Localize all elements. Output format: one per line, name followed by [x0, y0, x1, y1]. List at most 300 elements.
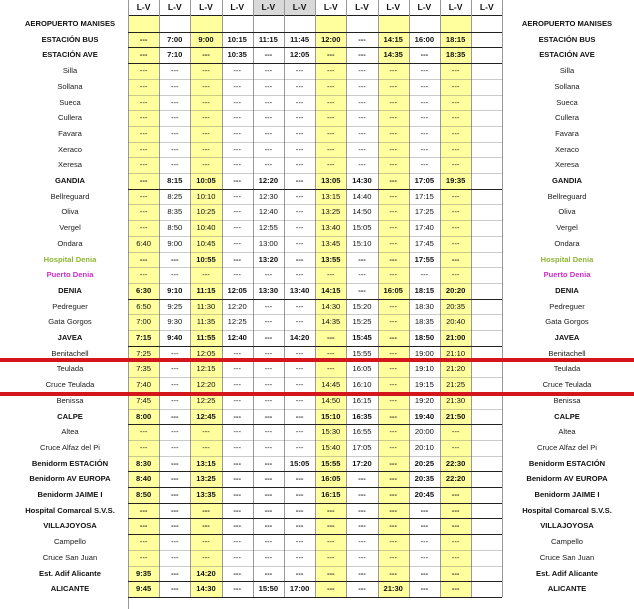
- time-cell: ---: [233, 505, 241, 515]
- time-cell: ---: [451, 160, 460, 170]
- time-cell: ---: [264, 537, 273, 547]
- time-cell: ---: [389, 97, 397, 107]
- time-cell: 15:20: [352, 301, 372, 311]
- time-cell: 14:40: [352, 191, 372, 201]
- station-name: Teulada: [553, 364, 581, 374]
- time-cell: ---: [451, 427, 460, 437]
- time-cell: ---: [264, 66, 273, 76]
- time-cell: ---: [233, 380, 241, 390]
- time-cell: 21:50: [445, 411, 466, 421]
- station-name: Gata Gorgos: [545, 317, 589, 327]
- row-rule: [128, 189, 502, 190]
- row-rule: [128, 299, 502, 300]
- station-name: Pedreguer: [549, 301, 585, 311]
- time-cell: ---: [264, 364, 273, 374]
- time-cell: ---: [451, 521, 460, 531]
- time-cell: ---: [326, 552, 335, 562]
- time-cell: 21:30: [383, 584, 403, 594]
- station-name: Benidorm ESTACIÓN: [31, 458, 109, 468]
- time-cell: ---: [264, 380, 273, 390]
- time-cell: ---: [295, 144, 304, 154]
- column-header: L-V: [284, 0, 315, 15]
- time-cell: ---: [295, 97, 304, 107]
- time-cell: ---: [295, 191, 304, 201]
- time-cell: ---: [326, 50, 335, 60]
- time-cell: ---: [295, 81, 304, 91]
- time-cell: 12:20: [258, 176, 279, 185]
- time-cell: ---: [170, 144, 179, 154]
- time-cell: ---: [233, 411, 241, 421]
- time-cell: ---: [358, 34, 366, 44]
- column-header: L-V: [355, 2, 369, 12]
- time-cell: ---: [170, 395, 179, 405]
- station-name: Puerto Denia: [46, 270, 94, 280]
- time-cell: ---: [139, 128, 148, 138]
- column-header: L-V: [253, 0, 284, 15]
- time-cell: ---: [389, 380, 397, 390]
- time-cell: 7:25: [136, 348, 151, 358]
- time-cell: ---: [233, 223, 241, 233]
- time-cell: 16:15: [352, 395, 372, 405]
- time-cell: 10:35: [227, 50, 247, 60]
- time-cell: ---: [295, 160, 304, 170]
- time-cell: ---: [139, 160, 148, 170]
- station-name: Benitachell: [548, 348, 586, 358]
- time-cell: ---: [139, 97, 148, 107]
- time-cell: ---: [389, 207, 397, 217]
- time-cell: ---: [451, 584, 460, 594]
- time-cell: ---: [358, 285, 366, 295]
- time-cell: ---: [233, 238, 241, 248]
- time-cell: 15:40: [321, 442, 341, 452]
- time-cell: ---: [358, 474, 366, 484]
- station-name: Hospital Comarcal S.V.S.: [25, 505, 115, 515]
- time-cell: ---: [233, 191, 241, 201]
- time-cell: ---: [233, 427, 241, 437]
- time-cell: ---: [451, 207, 460, 217]
- time-cell: ---: [358, 270, 366, 280]
- time-cell: ---: [202, 537, 210, 547]
- time-cell: ---: [233, 207, 241, 217]
- row-rule: [128, 346, 502, 347]
- time-cell: 14:30: [352, 176, 372, 185]
- time-cell: 15:25: [352, 317, 372, 327]
- time-cell: ---: [295, 364, 304, 374]
- station-name: JAVEA: [57, 333, 83, 342]
- time-cell: ---: [389, 160, 397, 170]
- station-name: Cruce Alfaz del Pi: [40, 442, 100, 452]
- time-cell: ---: [139, 505, 148, 515]
- time-cell: 17:45: [414, 238, 434, 248]
- time-cell: 15:30: [321, 427, 341, 437]
- time-cell: ---: [451, 66, 460, 76]
- station-name: Sollana: [57, 81, 83, 91]
- time-cell: ---: [295, 238, 304, 248]
- time-cell: ---: [295, 552, 304, 562]
- time-cell: ---: [326, 584, 335, 594]
- time-cell: 13:35: [196, 490, 216, 499]
- station-name: Cruce Teulada: [542, 380, 592, 390]
- station-name: Est. Adif Alicante: [536, 568, 598, 578]
- station-name: Xeraco: [57, 144, 83, 154]
- time-cell: ---: [295, 348, 304, 358]
- time-cell: ---: [295, 568, 304, 578]
- time-cell: ---: [170, 348, 179, 358]
- time-cell: 9:00: [167, 238, 183, 248]
- time-cell: ---: [295, 270, 304, 280]
- time-cell: ---: [170, 113, 179, 123]
- time-cell: ---: [233, 584, 241, 594]
- row-rule: [128, 95, 502, 96]
- time-cell: ---: [170, 442, 179, 452]
- time-cell: 12:15: [196, 364, 216, 374]
- time-cell: ---: [264, 458, 273, 468]
- time-cell: 15:10: [352, 238, 372, 248]
- station-name: Est. Adif Alicante: [39, 568, 101, 578]
- time-cell: 9:35: [135, 568, 152, 578]
- time-cell: ---: [202, 97, 210, 107]
- time-cell: 9:00: [198, 34, 214, 44]
- time-cell: 10:40: [196, 223, 216, 233]
- time-cell: 13:55: [321, 254, 341, 264]
- time-cell: ---: [202, 552, 210, 562]
- time-cell: ---: [358, 490, 366, 499]
- station-name: ESTACIÓN BUS: [41, 34, 99, 44]
- time-cell: ---: [233, 521, 241, 531]
- time-cell: 7:10: [167, 50, 183, 60]
- time-cell: ---: [170, 97, 179, 107]
- time-cell: ---: [233, 568, 241, 578]
- time-cell: ---: [358, 160, 366, 170]
- time-cell: ---: [170, 537, 179, 547]
- time-cell: ---: [358, 50, 366, 60]
- time-cell: ---: [295, 317, 304, 327]
- row-rule: [128, 377, 502, 378]
- station-name: Benidorm ESTACIÓN: [528, 458, 606, 468]
- station-name: DENIA: [555, 285, 579, 295]
- time-cell: 8:15: [167, 176, 183, 185]
- time-cell: 17:05: [414, 176, 435, 185]
- time-cell: ---: [264, 50, 273, 60]
- time-cell: 16:00: [414, 34, 435, 44]
- time-cell: ---: [264, 81, 273, 91]
- time-cell: ---: [295, 207, 304, 217]
- time-cell: ---: [451, 238, 460, 248]
- time-cell: 14:15: [321, 285, 341, 295]
- column-header: L-V: [417, 2, 432, 12]
- time-cell: ---: [358, 584, 366, 594]
- time-cell: ---: [420, 144, 429, 154]
- time-cell: 10:10: [196, 191, 216, 201]
- time-cell: 12:00: [321, 34, 341, 44]
- time-cell: 10:05: [196, 176, 216, 185]
- time-cell: ---: [326, 66, 335, 76]
- row-rule: [128, 283, 502, 284]
- row-rule: [128, 110, 502, 111]
- row-rule: [128, 252, 502, 253]
- time-cell: 10:55: [196, 254, 216, 264]
- time-cell: ---: [389, 427, 397, 437]
- time-cell: ---: [295, 395, 304, 405]
- time-cell: ---: [139, 223, 148, 233]
- time-cell: ---: [389, 537, 397, 547]
- time-cell: ---: [170, 427, 179, 437]
- station-name: Oliva: [61, 207, 79, 217]
- time-cell: ---: [451, 128, 460, 138]
- time-cell: ---: [451, 442, 460, 452]
- row-rule: [128, 534, 502, 535]
- time-cell: 14:20: [196, 568, 216, 578]
- row-rule: [128, 440, 502, 441]
- time-cell: ---: [170, 505, 179, 515]
- time-cell: 20:10: [414, 442, 434, 452]
- row-rule: [128, 409, 502, 410]
- time-cell: 8:35: [167, 207, 183, 217]
- station-name: Vergel: [556, 223, 578, 233]
- time-cell: ---: [451, 254, 460, 264]
- time-cell: ---: [170, 128, 179, 138]
- time-cell: 16:05: [383, 285, 403, 295]
- time-cell: ---: [233, 160, 241, 170]
- time-cell: 19:10: [414, 364, 434, 374]
- time-cell: ---: [389, 113, 397, 123]
- time-cell: ---: [295, 521, 304, 531]
- time-cell: ---: [451, 191, 460, 201]
- row-rule: [128, 471, 502, 472]
- time-cell: ---: [451, 270, 460, 280]
- time-cell: 20:25: [414, 458, 435, 468]
- station-name: Sueca: [556, 97, 578, 107]
- time-cell: ---: [389, 552, 397, 562]
- time-cell: 12:40: [258, 207, 278, 217]
- station-name: Favara: [58, 128, 82, 138]
- time-cell: ---: [264, 552, 273, 562]
- time-cell: 7:00: [167, 34, 183, 44]
- time-cell: ---: [326, 537, 335, 547]
- time-cell: 7:40: [136, 380, 151, 390]
- time-cell: ---: [264, 505, 273, 515]
- time-cell: 13:15: [196, 458, 216, 468]
- station-name: ESTACIÓN AVE: [539, 50, 595, 60]
- time-cell: 19:15: [414, 380, 434, 390]
- time-cell: ---: [389, 521, 397, 531]
- time-cell: ---: [451, 552, 460, 562]
- time-cell: ---: [233, 395, 241, 405]
- station-name: Silla: [559, 66, 575, 76]
- time-cell: ---: [170, 81, 179, 91]
- time-cell: 19:00: [414, 348, 434, 358]
- time-cell: 14:50: [352, 207, 372, 217]
- time-cell: ---: [139, 270, 148, 280]
- time-cell: ---: [451, 568, 460, 578]
- station-name: Ondara: [554, 238, 580, 248]
- time-cell: ---: [233, 144, 241, 154]
- station-name: Xeresa: [57, 160, 83, 170]
- time-cell: ---: [202, 66, 210, 76]
- time-cell: ---: [139, 191, 148, 201]
- time-cell: ---: [389, 238, 397, 248]
- time-cell: ---: [170, 474, 179, 484]
- time-cell: 9:25: [167, 301, 183, 311]
- time-cell: ---: [264, 568, 273, 578]
- time-cell: ---: [420, 81, 429, 91]
- time-cell: 13:25: [321, 207, 341, 217]
- time-cell: 20:35: [446, 301, 466, 311]
- time-cell: ---: [233, 348, 241, 358]
- station-name: Sueca: [59, 97, 81, 107]
- time-cell: ---: [420, 270, 429, 280]
- station-name: GANDIA: [552, 176, 582, 185]
- time-cell: 8:40: [135, 474, 152, 484]
- time-cell: 15:10: [321, 411, 341, 421]
- time-cell: 12:25: [196, 395, 216, 405]
- time-cell: ---: [233, 97, 241, 107]
- time-cell: ---: [233, 364, 241, 374]
- time-cell: ---: [139, 50, 148, 60]
- station-name: Benissa: [56, 395, 84, 405]
- time-cell: 8:00: [135, 411, 152, 421]
- time-cell: ---: [233, 254, 241, 264]
- time-cell: ---: [389, 411, 397, 421]
- time-cell: 13:20: [258, 254, 279, 264]
- row-rule: [128, 220, 502, 221]
- time-cell: 12:40: [227, 333, 247, 342]
- row-rule: [128, 267, 502, 268]
- time-cell: ---: [202, 160, 210, 170]
- time-cell: 18:15: [414, 285, 435, 295]
- time-cell: ---: [358, 113, 366, 123]
- time-cell: ---: [264, 317, 273, 327]
- time-cell: 17:55: [414, 254, 435, 264]
- time-cell: ---: [264, 144, 273, 154]
- time-cell: ---: [389, 568, 397, 578]
- time-cell: 11:30: [196, 301, 216, 311]
- time-cell: ---: [389, 301, 397, 311]
- time-cell: ---: [233, 270, 241, 280]
- time-cell: 16:05: [352, 364, 372, 374]
- time-cell: ---: [389, 223, 397, 233]
- column-header: L-V: [479, 2, 494, 12]
- time-cell: ---: [264, 301, 273, 311]
- station-name: Favara: [555, 128, 579, 138]
- time-cell: ---: [326, 144, 335, 154]
- station-name: Benidorm AV EUROPA: [526, 474, 608, 484]
- column-header: L-V: [199, 2, 213, 12]
- time-cell: ---: [389, 348, 397, 358]
- time-cell: ---: [202, 442, 210, 452]
- time-cell: 13:30: [258, 285, 279, 295]
- time-cell: ---: [358, 81, 366, 91]
- time-cell: 7:15: [135, 333, 152, 342]
- station-name: Bellreguard: [547, 191, 587, 201]
- time-cell: ---: [233, 81, 241, 91]
- time-cell: ---: [202, 270, 210, 280]
- time-cell: ---: [170, 458, 179, 468]
- time-cell: 17:05: [352, 442, 372, 452]
- station-name: GANDIA: [55, 176, 85, 185]
- time-cell: 12:55: [258, 223, 278, 233]
- time-cell: 7:35: [136, 364, 151, 374]
- time-cell: ---: [139, 442, 148, 452]
- time-cell: ---: [389, 458, 397, 468]
- time-cell: ---: [233, 113, 241, 123]
- time-cell: ---: [233, 490, 241, 499]
- time-cell: ---: [420, 505, 429, 515]
- time-cell: ---: [389, 505, 397, 515]
- row-rule: [128, 550, 502, 551]
- station-name: Benidorm JAIME I: [37, 490, 103, 499]
- station-name: ESTACIÓN AVE: [42, 50, 98, 60]
- time-cell: ---: [264, 348, 273, 358]
- time-cell: 13:05: [321, 176, 341, 185]
- time-cell: ---: [170, 552, 179, 562]
- row-rule: [128, 236, 502, 237]
- time-cell: 12:45: [196, 411, 216, 421]
- row-rule: [128, 142, 502, 143]
- time-cell: ---: [420, 552, 429, 562]
- time-cell: ---: [420, 521, 429, 531]
- time-cell: ---: [451, 537, 460, 547]
- time-cell: 19:20: [414, 395, 434, 405]
- time-cell: 15:05: [289, 458, 310, 468]
- time-cell: 14:35: [383, 50, 403, 60]
- time-cell: 14:30: [321, 301, 341, 311]
- time-cell: ---: [295, 254, 304, 264]
- time-cell: ---: [358, 505, 366, 515]
- time-cell: 22:30: [445, 458, 466, 468]
- time-cell: ---: [139, 81, 148, 91]
- time-cell: 13:00: [258, 238, 278, 248]
- time-cell: 15:55: [352, 348, 372, 358]
- time-cell: 9:30: [167, 317, 183, 327]
- column-header: L-V: [386, 2, 401, 12]
- time-cell: ---: [326, 333, 335, 342]
- station-name: Ondara: [57, 238, 83, 248]
- time-cell: 14:20: [289, 333, 310, 342]
- time-cell: 22:20: [445, 474, 466, 484]
- time-cell: ---: [358, 144, 366, 154]
- time-cell: ---: [295, 380, 304, 390]
- time-cell: ---: [389, 317, 397, 327]
- time-cell: ---: [202, 521, 210, 531]
- time-cell: ---: [451, 113, 460, 123]
- time-cell: 9:10: [167, 285, 183, 295]
- time-cell: 19:35: [445, 176, 466, 185]
- time-cell: ---: [233, 442, 241, 452]
- time-cell: 11:45: [290, 34, 310, 44]
- time-cell: 13:15: [321, 191, 341, 201]
- time-cell: ---: [264, 97, 273, 107]
- station-name: Benitachell: [51, 348, 89, 358]
- station-name: Oliva: [558, 207, 576, 217]
- station-name: AEROPUERTO MANISES: [24, 19, 116, 28]
- time-cell: ---: [451, 490, 460, 499]
- time-cell: ---: [264, 395, 273, 405]
- time-cell: ---: [389, 333, 397, 342]
- time-cell: 12:05: [227, 285, 247, 295]
- time-cell: ---: [202, 128, 210, 138]
- time-cell: ---: [295, 301, 304, 311]
- time-cell: ---: [202, 505, 210, 515]
- time-cell: 17:25: [414, 207, 434, 217]
- time-cell: 11:15: [196, 285, 216, 295]
- time-cell: 11:35: [196, 317, 216, 327]
- station-name: Xeresa: [554, 160, 580, 170]
- station-name: Benissa: [553, 395, 581, 405]
- time-cell: ---: [389, 442, 397, 452]
- station-name: AEROPUERTO MANISES: [521, 19, 613, 28]
- time-cell: 9:40: [167, 333, 183, 342]
